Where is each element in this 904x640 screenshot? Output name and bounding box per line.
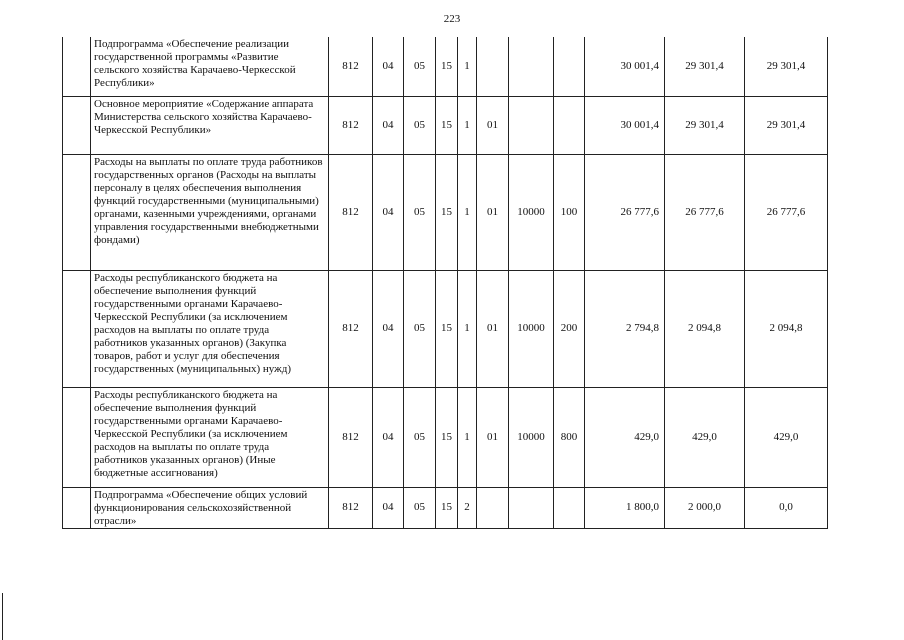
amount-year-1: 2 794,8: [585, 270, 665, 387]
amount-year-1: 30 001,4: [585, 37, 665, 96]
table-row: [63, 487, 828, 528]
budget-table: [62, 37, 828, 529]
direction-code: 10000: [509, 154, 554, 270]
row-index-cell: [63, 487, 91, 528]
table-row: [63, 154, 828, 270]
page-number: 223: [443, 13, 461, 25]
direction-code: [509, 37, 554, 96]
expense-type-code: [554, 37, 585, 96]
amount-year-2: 29 301,4: [665, 96, 745, 154]
program-code: 15: [436, 487, 458, 528]
ministry-code: 812: [329, 270, 373, 387]
amount-year-3: 29 301,4: [745, 37, 828, 96]
row-index-cell: [63, 96, 91, 154]
expense-type-code: [554, 96, 585, 154]
row-name: Основное мероприятие «Содержание аппарата Министерства сельского хозяйства Карачаево-Черкесской Республики»: [91, 96, 329, 154]
direction-code: [509, 96, 554, 154]
ministry-code: 812: [329, 96, 373, 154]
scan-edge-mark: [2, 593, 3, 640]
amount-year-2: 2 000,0: [665, 487, 745, 528]
event-code: [477, 37, 509, 96]
row-name: Расходы республиканского бюджета на обеспечение выполнения функций государственными органами Карачаево-Черкесской Республики (за исключением расходов на выплаты по оплате труда работников указанных органов) (Закупка товаров, работ и услуг для обеспечения государственных (муниципальных) нужд): [91, 270, 329, 387]
subprogram-code: 1: [458, 154, 477, 270]
amount-year-2: 29 301,4: [665, 37, 745, 96]
amount-year-3: 26 777,6: [745, 154, 828, 270]
row-index-cell: [63, 154, 91, 270]
program-code: 15: [436, 387, 458, 487]
program-code: 15: [436, 154, 458, 270]
subsection-code: 05: [404, 387, 436, 487]
amount-year-3: 2 094,8: [745, 270, 828, 387]
row-index-cell: [63, 270, 91, 387]
program-code: 15: [436, 37, 458, 96]
amount-year-1: 1 800,0: [585, 487, 665, 528]
table-row: [63, 96, 828, 154]
expense-type-code: 200: [554, 270, 585, 387]
amount-year-1: 26 777,6: [585, 154, 665, 270]
direction-code: 10000: [509, 270, 554, 387]
row-name: Подпрограмма «Обеспечение общих условий функционирования сельскохозяйственной отрасли»: [91, 487, 329, 528]
section-code: 04: [373, 37, 404, 96]
amount-year-2: 2 094,8: [665, 270, 745, 387]
subprogram-code: 1: [458, 270, 477, 387]
section-code: 04: [373, 387, 404, 487]
event-code: 01: [477, 387, 509, 487]
row-name: Расходы на выплаты по оплате труда работников государственных органов (Расходы на выплаты персоналу в целях обеспечения выполнения функций государственными (муниципальными) органами, казенными учреждениями, органами управления государственными внебюджетными фондами): [91, 154, 329, 270]
direction-code: [509, 487, 554, 528]
table-row: [63, 37, 828, 96]
ministry-code: 812: [329, 487, 373, 528]
amount-year-3: 429,0: [745, 387, 828, 487]
subsection-code: 05: [404, 154, 436, 270]
row-index-cell: [63, 37, 91, 96]
subsection-code: 05: [404, 487, 436, 528]
program-code: 15: [436, 270, 458, 387]
subprogram-code: 1: [458, 387, 477, 487]
row-name: Расходы республиканского бюджета на обеспечение выполнения функций государственными органами Карачаево-Черкесской Республики (за исключением расходов на выплаты по оплате труда работников указанных органов) (Иные бюджетные ассигнования): [91, 387, 329, 487]
ministry-code: 812: [329, 387, 373, 487]
section-code: 04: [373, 487, 404, 528]
expense-type-code: 100: [554, 154, 585, 270]
amount-year-1: 30 001,4: [585, 96, 665, 154]
section-code: 04: [373, 154, 404, 270]
subprogram-code: 1: [458, 37, 477, 96]
program-code: 15: [436, 96, 458, 154]
event-code: [477, 487, 509, 528]
expense-type-code: [554, 487, 585, 528]
amount-year-1: 429,0: [585, 387, 665, 487]
section-code: 04: [373, 270, 404, 387]
table-row: [63, 270, 828, 387]
ministry-code: 812: [329, 37, 373, 96]
subsection-code: 05: [404, 37, 436, 96]
amount-year-3: 29 301,4: [745, 96, 828, 154]
event-code: 01: [477, 96, 509, 154]
amount-year-2: 26 777,6: [665, 154, 745, 270]
row-index-cell: [63, 387, 91, 487]
subprogram-code: 1: [458, 96, 477, 154]
ministry-code: 812: [329, 154, 373, 270]
amount-year-3: 0,0: [745, 487, 828, 528]
section-code: 04: [373, 96, 404, 154]
subsection-code: 05: [404, 96, 436, 154]
event-code: 01: [477, 270, 509, 387]
subprogram-code: 2: [458, 487, 477, 528]
amount-year-2: 429,0: [665, 387, 745, 487]
row-name: Подпрограмма «Обеспечение реализации государственной программы «Развитие сельского хозяйства Карачаево-Черкесской Республики»: [91, 37, 329, 96]
direction-code: 10000: [509, 387, 554, 487]
subsection-code: 05: [404, 270, 436, 387]
event-code: 01: [477, 154, 509, 270]
table-row: [63, 387, 828, 487]
expense-type-code: 800: [554, 387, 585, 487]
